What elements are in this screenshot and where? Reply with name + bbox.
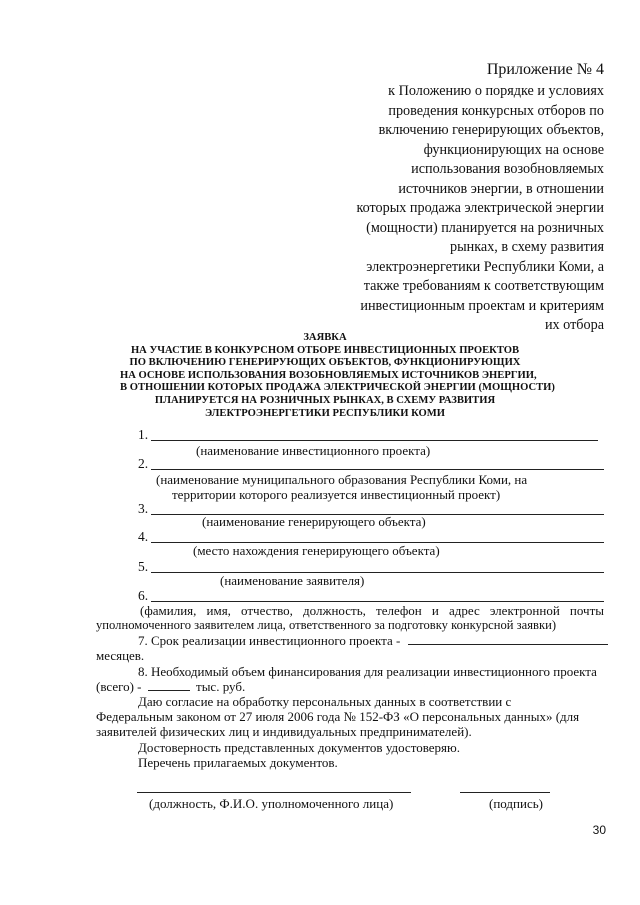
fill-in-line[interactable]	[151, 601, 604, 602]
appendix-line: (мощности) планируется на розничных	[366, 219, 604, 236]
application-title-line: ПО ВКЛЮЧЕНИЮ ГЕНЕРИРУЮЩИХ ОБЪЕКТОВ, ФУНКЦИОНИРУЮЩИХ	[129, 357, 521, 369]
appendix-line: которых продажа электрической энергии	[356, 200, 604, 216]
fill-in-line[interactable]	[151, 440, 598, 441]
appendix-line: включению генерирующих объектов,	[378, 122, 604, 138]
field-number: 6.	[138, 588, 149, 603]
fill-in-line[interactable]	[408, 633, 608, 645]
application-title-line: ПЛАНИРУЕТСЯ НА РОЗНИЧНЫХ РЫНКАХ, В СХЕМУ РАЗВИТИЯ	[154, 394, 496, 406]
item-text: 7. Срок реализации инвестиционного проекта -	[138, 633, 401, 648]
field-caption: (наименование генерирующего объекта)	[202, 514, 426, 529]
application-title	[120, 332, 555, 420]
appendix-line: проведения конкурсных отборов по	[388, 102, 604, 119]
item-implementation-period	[138, 633, 604, 648]
consent-line: Федеральным законом от 27 июля 2006 года № 152-ФЗ «О персональных данных» (для	[96, 709, 580, 724]
field-caption: (место нахождения генерирующего объекта)	[193, 543, 440, 558]
field-number: 1.	[138, 427, 149, 442]
authenticity-statement: Достоверность представленных документов удостоверяю.	[138, 740, 460, 755]
appendix-line: рынках, в схему развития	[450, 239, 604, 255]
application-title-line: ЗАЯВКА	[303, 332, 347, 343]
application-title-line: В ОТНОШЕНИИ КОТОРЫХ ПРОДАЖА ЭЛЕКТРИЧЕСКОЙ ЭНЕРГИИ (МОЩНОСТИ)	[120, 382, 555, 394]
signature-line[interactable]	[460, 792, 550, 793]
field-caption: (фамилия, имя, отчество, должность, телефон и адрес электронной почты	[140, 603, 604, 618]
position-signature-line[interactable]	[137, 792, 411, 793]
appendix-title: Приложение № 4	[486, 61, 604, 78]
appendix-header	[314, 60, 604, 336]
item-prefix: (всего) -	[96, 679, 142, 694]
consent-line: Даю согласие на обработку персональных данных в соответствии с	[138, 694, 512, 709]
field-caption: (наименование муниципального образования Республики Коми, на	[156, 472, 528, 487]
appendix-line: использования возобновляемых	[411, 161, 604, 177]
fill-in-line[interactable]	[151, 469, 604, 470]
attachments-list-label: Перечень прилагаемых документов.	[138, 755, 338, 770]
item-funding-amount	[96, 679, 604, 694]
appendix-line: источников энергии, в отношении	[398, 180, 604, 197]
field-number: 4.	[138, 529, 149, 544]
consent-line: заявителей физических лиц и индивидуальных предпринимателей).	[96, 724, 472, 739]
fill-in-line[interactable]	[148, 679, 190, 691]
appendix-line: также требованиям к соответствующим	[363, 278, 604, 294]
field-caption: (наименование инвестиционного проекта)	[196, 443, 431, 458]
fill-in-line[interactable]	[151, 572, 604, 573]
appendix-line: инвестиционным проектам и критериям	[360, 297, 604, 314]
appendix-line: функционирующих на основе	[423, 141, 604, 158]
field-number: 2.	[138, 456, 149, 471]
position-caption: (должность, Ф.И.О. уполномоченного лица)	[149, 796, 394, 811]
application-title-line: НА ОСНОВЕ ИСПОЛЬЗОВАНИЯ ВОЗОБНОВЛЯЕМЫХ ИСТОЧНИКОВ ЭНЕРГИИ,	[120, 369, 537, 381]
item-funding: 8. Необходимый объем финансирования для реализации инвестиционного проекта	[138, 664, 597, 679]
field-caption: (наименование заявителя)	[220, 573, 365, 588]
item-unit: тыс. руб.	[196, 679, 246, 694]
page-number: 30	[592, 823, 606, 837]
field-caption: территории которого реализуется инвестиционный проект)	[172, 487, 501, 502]
appendix-line: электроэнергетики Республики Коми, а	[366, 258, 604, 275]
application-title-line: ЭЛЕКТРОЭНЕРГЕТИКИ РЕСПУБЛИКИ КОМИ	[204, 407, 446, 419]
field-caption: уполномоченного заявителем лица, ответственного за подготовку конкурсной заявки)	[96, 618, 557, 632]
field-number: 3.	[138, 501, 149, 516]
application-title-line: НА УЧАСТИЕ В КОНКУРСНОМ ОТБОРЕ ИНВЕСТИЦИОННЫХ ПРОЕКТОВ	[130, 344, 520, 356]
field-number: 5.	[138, 559, 149, 574]
appendix-line: к Положению о порядке и условиях	[388, 83, 604, 99]
signature-caption: (подпись)	[489, 796, 543, 811]
appendix-line: их отбора	[544, 317, 604, 333]
item-unit: месяцев.	[96, 648, 145, 663]
